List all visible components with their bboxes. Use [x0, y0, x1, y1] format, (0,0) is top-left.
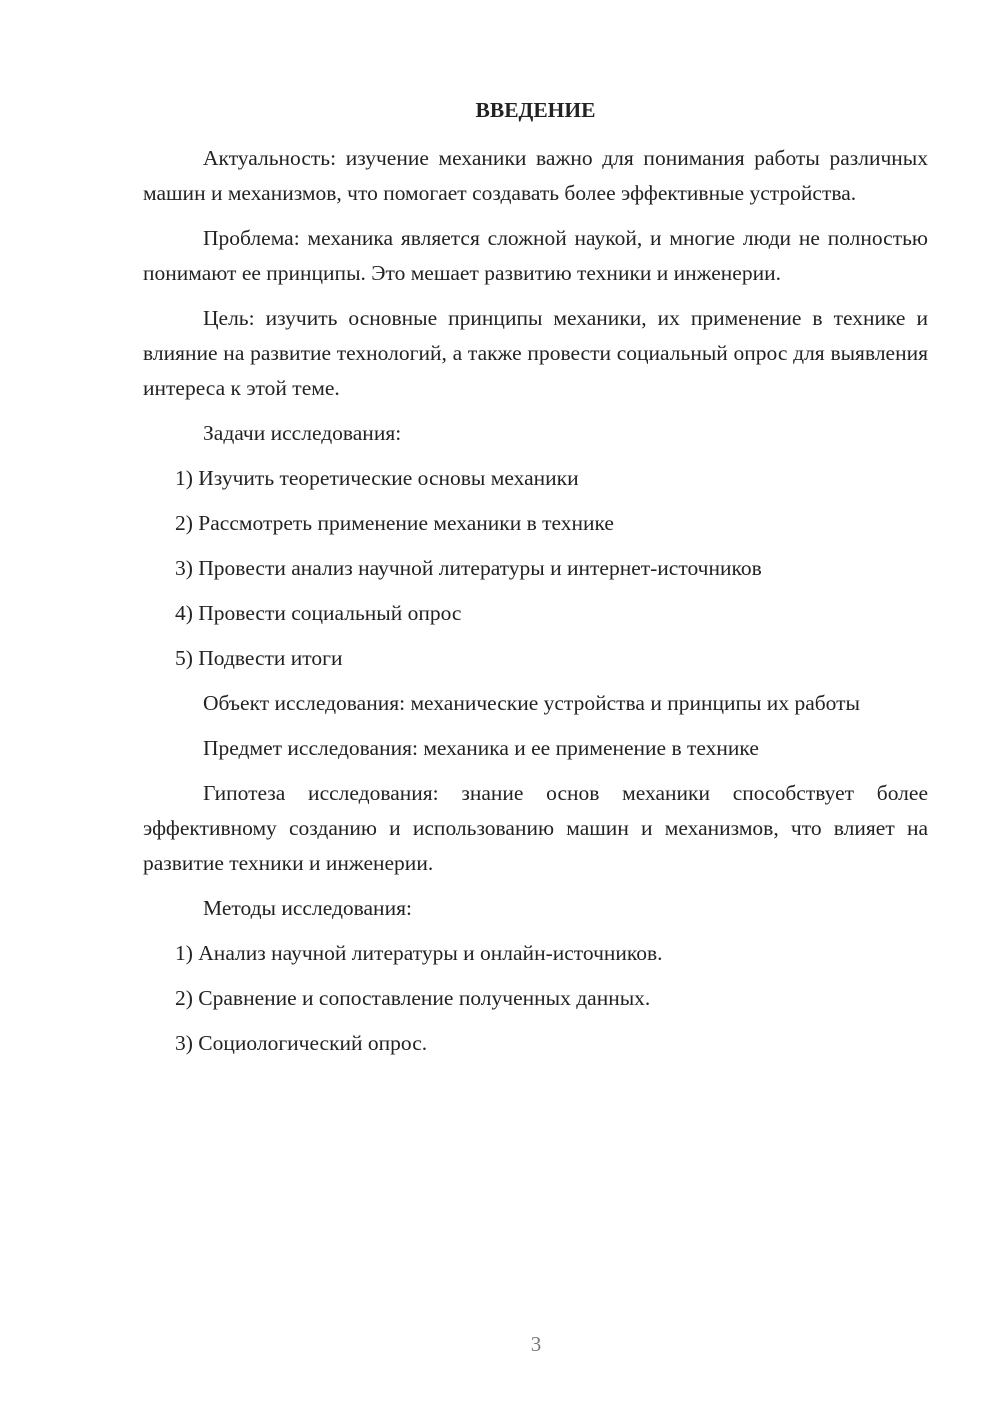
relevance-paragraph: Актуальность: изучение механики важно для понимания работы различных машин и механизмов, что помогает создавать более эффективные устройства.	[143, 146, 928, 205]
problem-paragraph: Проблема: механика является сложной наукой, и многие люди не полностью понимают ее принципы. Это мешает развитию техники и инженерии.	[143, 226, 928, 285]
list-item: 2) Сравнение и сопоставление полученных данных.	[175, 986, 651, 1010]
page-number: 3	[530, 1332, 542, 1356]
hypothesis-paragraph: Гипотеза исследования: знание основ механики способствует более эффективному созданию и использованию машин и механизмов, что влияет на развитие техники и инженерии.	[143, 781, 928, 875]
tasks-list	[143, 461, 928, 676]
list-item: 3) Провести анализ научной литературы и интернет-источников	[175, 556, 762, 580]
list-item: 4) Провести социальный опрос	[175, 601, 462, 625]
list-item: 1) Изучить теоретические основы механики	[175, 466, 579, 490]
list-item: 1) Анализ научной литературы и онлайн-источников.	[175, 941, 663, 965]
page-title: ВВЕДЕНИЕ	[475, 98, 596, 122]
document-page	[143, 95, 928, 1071]
goal-paragraph: Цель: изучить основные принципы механики, их применение в технике и влияние на развитие технологий, а также провести социальный опрос для выявления интереса к этой теме.	[143, 306, 928, 400]
tasks-heading: Задачи исследования:	[203, 421, 402, 445]
object-paragraph: Объект исследования: механические устройства и принципы их работы	[203, 691, 860, 715]
methods-list	[143, 936, 928, 1061]
list-item: 5) Подвести итоги	[175, 646, 343, 670]
list-item: 2) Рассмотреть применение механики в технике	[175, 511, 614, 535]
list-item: 3) Социологический опрос.	[175, 1031, 428, 1055]
subject-paragraph: Предмет исследования: механика и ее применение в технике	[203, 736, 759, 760]
methods-heading: Методы исследования:	[203, 896, 412, 920]
